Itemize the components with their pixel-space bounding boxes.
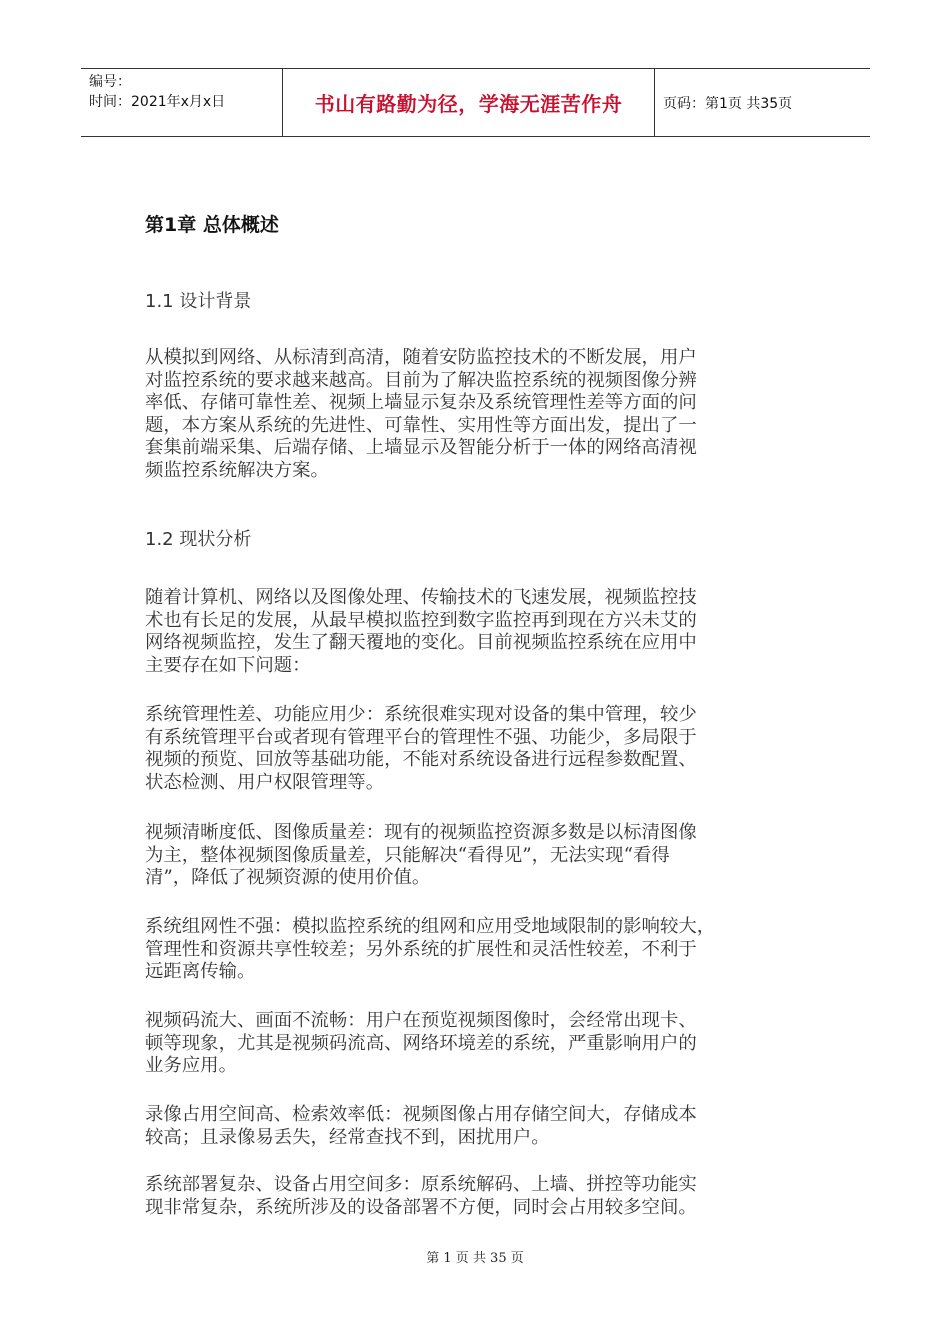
paragraph-line: 清”，降低了视频资源的使用价值。: [145, 867, 431, 889]
serial-label: 编号：: [89, 74, 131, 90]
page-header: [81, 68, 870, 137]
time-label: 时间：2021年x月x日: [89, 94, 226, 110]
section-title-1-1: 1.1 设计背景: [145, 291, 252, 312]
header-meta: [81, 69, 283, 136]
paragraph-line: 系统部署复杂、设备占用空间多：原系统解码、上墙、拼控等功能实: [145, 1174, 697, 1195]
paragraph-line: 业务应用。: [145, 1055, 237, 1077]
paragraph-line: 为主，整体视频图像质量差，只能解决“看得见”，无法实现“看得: [145, 844, 670, 866]
paragraph-issue-clarity: [145, 822, 800, 890]
paragraph-issue-networking: [145, 916, 800, 984]
chapter-title: 第1章 总体概述: [145, 214, 279, 236]
paragraph-line: 题，本方案从系统的先进性、可靠性、实用性等方面出发，提出了一: [145, 414, 697, 436]
paragraph-line: 频监控系统解决方案。: [145, 459, 329, 481]
paragraph-line: 从模拟到网络、从标清到高清，随着安防监控技术的不断发展，用户: [145, 347, 697, 368]
paragraph-line: 系统组网性不强：模拟监控系统的组网和应用受地域限制的影响较大，: [145, 916, 716, 937]
paragraph-line: 状态检测、用户权限管理等。: [145, 771, 385, 793]
paragraph-issue-bitrate: [145, 1010, 800, 1078]
paragraph-line: 视频的预览、回放等基础功能，不能对系统设备进行远程参数配置、: [145, 749, 697, 771]
paragraph-line: 录像占用空间高、检索效率低：视频图像占用存储空间大，存储成本: [145, 1104, 697, 1125]
header-motto: 书山有路勤为径，学海无涯苦作舟: [314, 92, 623, 116]
paragraph-line: 套集前端采集、后端存储、上墙显示及智能分析于一体的网络高清视: [145, 437, 697, 459]
paragraph-line: 顿等现象，尤其是视频码流高、网络环境差的系统，严重影响用户的: [145, 1032, 697, 1054]
paragraph-issue-storage: [145, 1104, 800, 1149]
paragraph-line: 远距离传输。: [145, 961, 256, 983]
paragraph-line: 对监控系统的要求越来越高。目前为了解决监控系统的视频图像分辨: [145, 369, 697, 391]
paragraph-line: 管理性和资源共享性较差；另外系统的扩展性和灵活性较差，不利于: [145, 938, 697, 960]
page-footer: 第 1 页 共 35 页: [426, 1251, 524, 1266]
paragraph-issue-management: [145, 704, 800, 794]
paragraph-line: 率低、存储可靠性差、视频上墙显示复杂及系统管理性差等方面的问: [145, 392, 697, 414]
paragraph-line: 系统管理性差、功能应用少：系统很难实现对设备的集中管理，较少: [145, 704, 697, 725]
paragraph-background: [145, 347, 800, 483]
paragraph-line: 现非常复杂，系统所涉及的设备部署不方便，同时会占用较多空间。: [145, 1196, 697, 1218]
paragraph-issue-deployment: [145, 1174, 800, 1219]
paragraph-line: 术也有长足的发展，从最早模拟监控到数字监控再到现在方兴未艾的: [145, 609, 697, 631]
paragraph-line: 有系统管理平台或者现有管理平台的管理性不强、功能少，多局限于: [145, 726, 697, 748]
header-motto-cell: [283, 69, 655, 136]
paragraph-line: 视频码流大、画面不流畅：用户在预览视频图像时，会经常出现卡、: [145, 1010, 697, 1031]
paragraph-line: 网络视频监控，发生了翻天覆地的变化。目前视频监控系统在应用中: [145, 632, 697, 654]
paragraph-line: 较高；且录像易丢失，经常查找不到，困扰用户。: [145, 1126, 550, 1148]
paragraph-line: 随着计算机、网络以及图像处理、传输技术的飞速发展，视频监控技: [145, 587, 697, 608]
paragraph-line: 视频清晰度低、图像质量差：现有的视频监控资源多数是以标清图像: [145, 822, 697, 843]
section-title-1-2: 1.2 现状分析: [145, 529, 252, 550]
paragraph-line: 主要存在如下问题：: [145, 654, 311, 676]
header-page-info: 页码：第1页 共35页: [663, 95, 793, 112]
paragraph-status-intro: [145, 587, 800, 677]
